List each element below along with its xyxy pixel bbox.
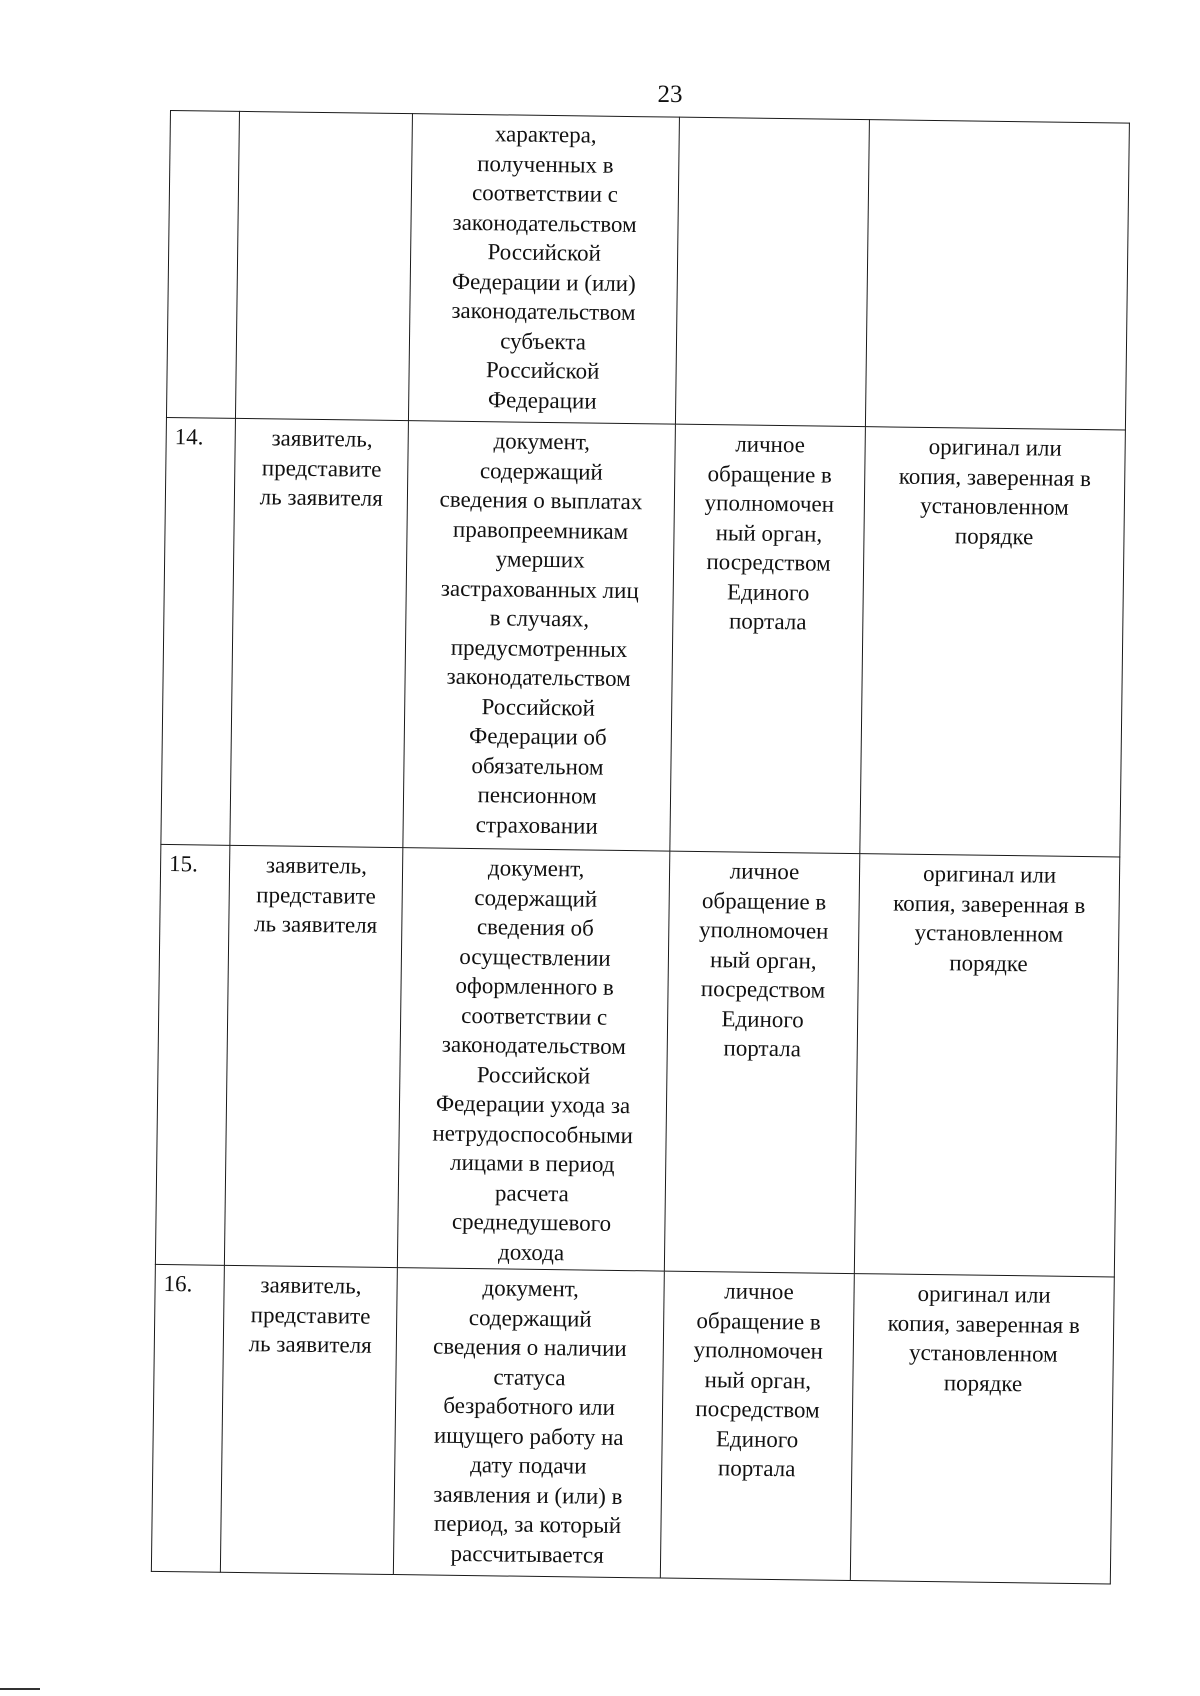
table-row bbox=[155, 844, 1119, 1277]
page-number: 23 bbox=[657, 81, 683, 108]
cell-text-line: законодательством bbox=[451, 297, 636, 326]
cell-text-line: сведения об bbox=[476, 914, 595, 941]
cell-text-line: оригинал или bbox=[922, 860, 1057, 888]
cell-text-line: Федерации об bbox=[468, 722, 607, 750]
cell-text-line: уполномочен bbox=[693, 1336, 824, 1364]
cell-text-line: представите bbox=[256, 881, 377, 909]
cell-text-line: субъекта bbox=[500, 327, 587, 354]
cell-text-line: Федерации и (или) bbox=[451, 268, 636, 296]
cell-text-line: ный орган, bbox=[715, 519, 823, 547]
submission-method-cell bbox=[660, 1271, 855, 1580]
cell-text-line: порядке bbox=[949, 949, 1028, 976]
cell-text-line: копия, заверенная в bbox=[893, 890, 1086, 918]
applicant-cell bbox=[221, 1265, 398, 1574]
submission-method-cell bbox=[675, 117, 870, 426]
cell-text-line: документ, bbox=[487, 855, 585, 882]
table-row bbox=[161, 417, 1126, 857]
cell-text-line: оригинал или bbox=[928, 433, 1062, 461]
page-edge-mark bbox=[0, 1688, 40, 1690]
cell-text-line: ль заявителя bbox=[259, 484, 383, 511]
cell-text-line: законодательством bbox=[446, 663, 631, 692]
cell-text-line: документ, bbox=[482, 1275, 580, 1302]
cell-text-line: соответствии с bbox=[461, 1002, 608, 1030]
cell-text-line: среднедушевого bbox=[451, 1208, 612, 1236]
cell-text-line: ль заявителя bbox=[248, 1331, 372, 1358]
table-row bbox=[151, 1264, 1114, 1584]
applicant-cell bbox=[236, 111, 413, 420]
cell-text-line: портала bbox=[728, 608, 807, 635]
cell-text-line: личное bbox=[724, 1278, 795, 1305]
document-cell bbox=[398, 848, 670, 1271]
cell-text-line: содержащий bbox=[479, 457, 603, 485]
cell-text-line: обращение в bbox=[701, 887, 827, 915]
document-cell bbox=[403, 421, 675, 851]
cell-text-line: представите bbox=[261, 454, 382, 482]
cell-text-line: законодательством bbox=[441, 1031, 627, 1060]
cell-text-line: нетрудоспособными bbox=[432, 1120, 634, 1148]
cell-text-line: страховании bbox=[475, 811, 598, 839]
cell-text-line: дату подачи bbox=[470, 1452, 587, 1479]
document-form-cell bbox=[855, 854, 1120, 1277]
cell-text-line: лицами в период bbox=[449, 1149, 615, 1177]
cell-text-line: Российской bbox=[481, 693, 596, 721]
submission-method-cell bbox=[670, 424, 866, 853]
cell-text-line: представите bbox=[250, 1301, 371, 1329]
cell-text-line: уполномочен bbox=[698, 916, 829, 944]
cell-text-line: в случаях, bbox=[489, 605, 590, 632]
cell-text-line: умерших bbox=[495, 546, 585, 573]
cell-text-line: рассчитывается bbox=[450, 1540, 604, 1568]
cell-text-line: заявления и (или) в bbox=[433, 1481, 623, 1509]
cell-text-line: установленном bbox=[920, 492, 1069, 520]
cell-text-line: Федерации ухода за bbox=[435, 1090, 631, 1119]
documents-table bbox=[151, 110, 1130, 1584]
cell-text-line: личное bbox=[729, 858, 800, 885]
cell-text-line: уполномочен bbox=[704, 490, 835, 517]
table-row bbox=[166, 111, 1129, 431]
cell-text-line: Российской bbox=[485, 357, 600, 384]
cell-text-line: обращение в bbox=[707, 460, 833, 488]
cell-text-line: заявитель, bbox=[271, 425, 373, 452]
cell-text-line: характера, bbox=[494, 121, 597, 148]
cell-text-line: Российской bbox=[487, 239, 602, 266]
cell-text-line: период, за который bbox=[433, 1510, 622, 1539]
cell-text-line: заявитель, bbox=[265, 852, 368, 879]
documents-table-body bbox=[151, 111, 1129, 1584]
cell-text-line: содержащий bbox=[474, 884, 598, 912]
cell-text-line: сведения о выплатах bbox=[439, 486, 643, 515]
applicant-cell bbox=[230, 418, 409, 847]
cell-text-line: обращение в bbox=[696, 1307, 821, 1335]
cell-text-line: установленном bbox=[914, 919, 1064, 947]
document-form-cell bbox=[866, 120, 1130, 430]
cell-text-line: полученных в bbox=[477, 150, 614, 178]
cell-text-line: ный орган, bbox=[704, 1366, 812, 1394]
cell-text-line: копия, заверенная в bbox=[887, 1309, 1081, 1338]
applicant-cell bbox=[225, 845, 404, 1267]
document-form-cell bbox=[851, 1274, 1115, 1584]
cell-text-line: статуса bbox=[493, 1363, 566, 1390]
cell-text-line: личное bbox=[735, 431, 806, 458]
cell-text-line: содержащий bbox=[468, 1304, 592, 1332]
cell-text-line: пенсионном bbox=[477, 782, 597, 809]
row-number-cell: 16. bbox=[151, 1264, 224, 1572]
cell-text-line: Федерации bbox=[487, 386, 597, 414]
cell-text-line: посредством bbox=[706, 549, 831, 576]
cell-text-line: соответствии с bbox=[471, 179, 619, 207]
cell-text-line: сведения о наличии bbox=[432, 1333, 627, 1362]
cell-text-line: Единого bbox=[726, 578, 810, 605]
document-form-cell bbox=[860, 427, 1125, 857]
cell-text-line: заявитель, bbox=[260, 1272, 362, 1299]
cell-text-line: посредством bbox=[700, 976, 826, 1003]
cell-text-line: порядке bbox=[943, 1369, 1023, 1396]
row-number-cell: 14. bbox=[161, 417, 236, 845]
cell-text-line: обязательном bbox=[471, 752, 604, 780]
document-cell bbox=[409, 114, 679, 424]
row-number-cell: 15. bbox=[155, 844, 230, 1265]
cell-text-line: расчета bbox=[494, 1179, 569, 1206]
row-number-cell bbox=[166, 111, 239, 419]
cell-text-line: Единого bbox=[721, 1005, 804, 1032]
cell-text-line: портала bbox=[717, 1455, 796, 1482]
cell-text-line: предусмотренных bbox=[450, 634, 628, 662]
cell-text-line: посредством bbox=[695, 1395, 820, 1423]
cell-text-line: осуществлении bbox=[459, 943, 611, 971]
cell-text-line: копия, заверенная в bbox=[898, 463, 1092, 491]
cell-text-line: установленном bbox=[908, 1339, 1058, 1367]
cell-text-line: правопреемникам bbox=[452, 516, 629, 544]
cell-text-line: порядке bbox=[954, 522, 1034, 549]
cell-text-line: законодательством bbox=[452, 209, 637, 237]
cell-text-line: безработного или bbox=[443, 1392, 616, 1420]
cell-text-line: ищущего работу на bbox=[433, 1422, 624, 1450]
cell-text-line: дохода bbox=[497, 1238, 565, 1265]
cell-text-line: Единого bbox=[715, 1425, 799, 1452]
cell-text-line: портала bbox=[723, 1035, 802, 1062]
cell-text-line: ль заявителя bbox=[254, 911, 378, 938]
submission-method-cell bbox=[664, 851, 860, 1273]
cell-text-line: документ, bbox=[493, 428, 591, 455]
cell-text-line: оформленного в bbox=[455, 972, 614, 1000]
cell-text-line: оригинал или bbox=[917, 1280, 1051, 1308]
document-cell bbox=[394, 1268, 664, 1578]
cell-text-line: Российской bbox=[476, 1061, 591, 1089]
cell-text-line: застрахованных лиц bbox=[440, 575, 639, 603]
cell-text-line: ный орган, bbox=[709, 946, 817, 974]
